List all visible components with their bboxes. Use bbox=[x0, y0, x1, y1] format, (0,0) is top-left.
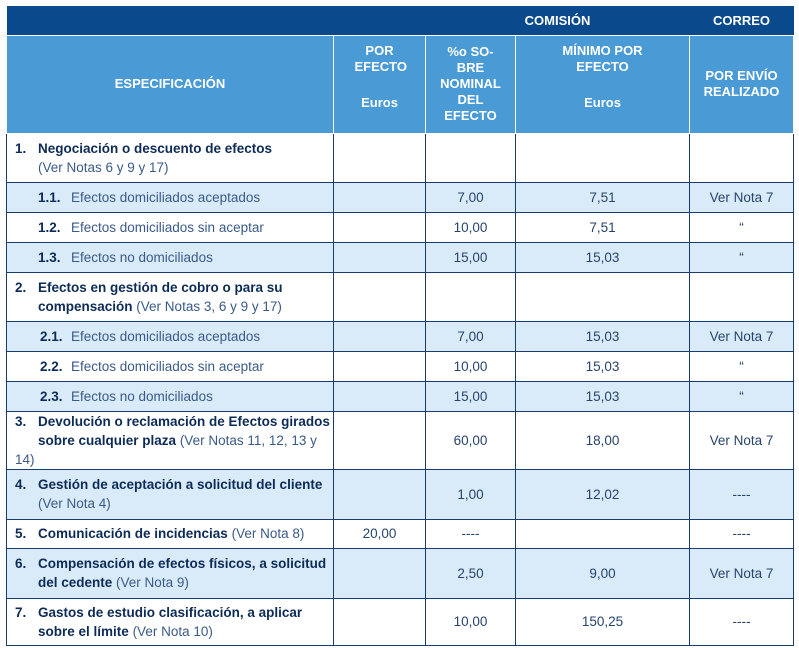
row-title: Efectos domiciliados sin aceptar bbox=[71, 219, 264, 235]
row-number: 7. bbox=[15, 604, 27, 620]
row-note: (Ver Notas 6 y 9 y 17) bbox=[38, 159, 169, 175]
cell-minimo bbox=[516, 272, 690, 321]
header-por-envio bbox=[690, 35, 794, 133]
row-number: 2.2. bbox=[40, 358, 63, 374]
row-title: Gestión de aceptación a solicitud del cliente bbox=[38, 477, 323, 492]
header-por-efecto-label: POR EFECTO bbox=[354, 42, 407, 74]
table-row bbox=[7, 133, 794, 182]
row-title: Efectos domiciliados aceptados bbox=[71, 189, 261, 205]
table-row bbox=[7, 469, 794, 519]
cell-correo bbox=[690, 272, 794, 321]
row-title-line1: Compensación de efectos físicos, a solicitud bbox=[38, 556, 327, 571]
table-row bbox=[7, 381, 794, 411]
row-title: Efectos domiciliados aceptados bbox=[71, 328, 261, 344]
cell-minimo: 15,03 bbox=[516, 351, 690, 381]
spec-cell bbox=[7, 519, 334, 548]
spec-cell bbox=[7, 212, 334, 242]
header-minimo-label: MÍNIMO POR EFECTO bbox=[562, 42, 643, 74]
row-number: 1.1. bbox=[38, 189, 61, 205]
spec-cell bbox=[7, 381, 334, 411]
cell-correo: “ bbox=[690, 381, 794, 411]
table-row bbox=[7, 411, 794, 469]
spec-cell bbox=[7, 548, 334, 598]
spec-cell bbox=[7, 242, 334, 272]
cell-correo: “ bbox=[690, 351, 794, 381]
table-row bbox=[7, 242, 794, 272]
row-note: (Ver Nota 4) bbox=[38, 496, 111, 511]
row-note: (Ver Nota 10) bbox=[132, 623, 213, 639]
header-por-efecto-unit: Euros bbox=[361, 94, 398, 110]
cell-pct bbox=[426, 133, 516, 182]
cell-correo: “ bbox=[690, 242, 794, 272]
row-number: 1. bbox=[15, 140, 27, 156]
row-number: 6. bbox=[15, 556, 27, 571]
cell-pct bbox=[426, 272, 516, 321]
spec-cell bbox=[7, 469, 334, 519]
cell-pct: 60,00 bbox=[426, 411, 516, 469]
row-number: 5. bbox=[15, 526, 27, 541]
cell-por-efecto bbox=[334, 598, 426, 645]
spec-cell bbox=[7, 182, 334, 212]
row-title-line1: Devolución o reclamación de Efectos girados bbox=[38, 413, 330, 429]
cell-por-efecto: 20,00 bbox=[334, 519, 426, 548]
table-row bbox=[7, 351, 794, 381]
cell-pct: 15,00 bbox=[426, 381, 516, 411]
row-note: (Ver Notas 3, 6 y 9 y 17) bbox=[136, 298, 282, 314]
table-row bbox=[7, 321, 794, 351]
cell-pct: 1,00 bbox=[426, 469, 516, 519]
table-row bbox=[7, 182, 794, 212]
table-row bbox=[7, 598, 794, 645]
cell-minimo: 7,51 bbox=[516, 182, 690, 212]
table-row bbox=[7, 212, 794, 242]
cell-correo: “ bbox=[690, 212, 794, 242]
row-title: Efectos domiciliados sin aceptar bbox=[71, 358, 264, 374]
table-row bbox=[7, 519, 794, 548]
spec-cell bbox=[7, 133, 334, 182]
row-title-line1: Efectos en gestión de cobro o para su bbox=[38, 279, 283, 295]
cell-minimo: 18,00 bbox=[516, 411, 690, 469]
cell-minimo: 15,03 bbox=[516, 381, 690, 411]
cell-por-efecto bbox=[334, 469, 426, 519]
cell-por-efecto bbox=[334, 242, 426, 272]
cell-correo: ---- bbox=[690, 469, 794, 519]
cell-por-efecto bbox=[334, 212, 426, 242]
cell-pct: 10,00 bbox=[426, 351, 516, 381]
header-minimo-unit: Euros bbox=[584, 94, 621, 110]
cell-minimo bbox=[516, 133, 690, 182]
row-title: Comunicación de incidencias bbox=[38, 526, 228, 541]
row-title-line2: sobre cualquier plaza bbox=[38, 432, 177, 448]
cell-pct: 15,00 bbox=[426, 242, 516, 272]
row-title-line2: del cedente bbox=[38, 575, 113, 590]
cell-minimo: 9,00 bbox=[516, 548, 690, 598]
row-note: (Ver Nota 9) bbox=[116, 575, 189, 590]
row-number: 2. bbox=[15, 279, 27, 295]
cell-por-efecto bbox=[334, 182, 426, 212]
cell-por-efecto bbox=[334, 351, 426, 381]
row-note: (Ver Nota 8) bbox=[231, 526, 305, 541]
header-pct-label: %o SO-BRE NOMINAL DEL EFECTO bbox=[440, 44, 501, 123]
cell-por-efecto bbox=[334, 321, 426, 351]
table-row bbox=[7, 548, 794, 598]
cell-minimo bbox=[516, 519, 690, 548]
row-number: 1.2. bbox=[38, 219, 61, 235]
cell-por-efecto bbox=[334, 272, 426, 321]
row-title-line1: Gastos de estudio clasificación, a aplicar bbox=[38, 604, 303, 620]
row-note: (Ver Notas 11, 12, 13 y 14) bbox=[15, 432, 317, 467]
cell-pct: 7,00 bbox=[426, 182, 516, 212]
cell-minimo: 15,03 bbox=[516, 242, 690, 272]
row-number: 3. bbox=[15, 413, 27, 429]
header-blank-2 bbox=[334, 6, 426, 35]
cell-minimo: 15,03 bbox=[516, 321, 690, 351]
row-title-line2: compensación bbox=[38, 298, 133, 314]
header-correo: CORREO bbox=[690, 6, 794, 35]
spec-cell bbox=[7, 411, 334, 469]
cell-correo: ---- bbox=[690, 598, 794, 645]
row-number: 1.3. bbox=[38, 249, 61, 265]
header-blank bbox=[7, 6, 334, 35]
cell-pct: 10,00 bbox=[426, 598, 516, 645]
cell-por-efecto bbox=[334, 381, 426, 411]
cell-por-efecto bbox=[334, 548, 426, 598]
cell-por-efecto bbox=[334, 133, 426, 182]
row-title: Efectos no domiciliados bbox=[71, 388, 213, 404]
spec-cell bbox=[7, 598, 334, 645]
cell-minimo: 12,02 bbox=[516, 469, 690, 519]
cell-minimo: 150,25 bbox=[516, 598, 690, 645]
row-title: Efectos no domiciliados bbox=[71, 249, 213, 265]
header-especificacion: ESPECIFICACIÓN bbox=[7, 35, 334, 133]
row-number: 2.1. bbox=[40, 328, 63, 344]
header-comision: COMISIÓN bbox=[426, 6, 690, 35]
cell-pct: 7,00 bbox=[426, 321, 516, 351]
cell-pct: 2,50 bbox=[426, 548, 516, 598]
cell-por-efecto bbox=[334, 411, 426, 469]
cell-correo: Ver Nota 7 bbox=[690, 182, 794, 212]
spec-cell bbox=[7, 321, 334, 351]
cell-correo: Ver Nota 7 bbox=[690, 411, 794, 469]
spec-cell bbox=[7, 272, 334, 321]
row-number: 2.3. bbox=[40, 388, 63, 404]
cell-correo: ---- bbox=[690, 519, 794, 548]
header-por-efecto bbox=[334, 35, 426, 133]
row-title: Negociación o descuento de efectos bbox=[38, 140, 273, 156]
commission-table bbox=[6, 6, 794, 646]
header-pct bbox=[426, 35, 516, 133]
cell-correo bbox=[690, 133, 794, 182]
table-row bbox=[7, 272, 794, 321]
header-por-envio-label: POR ENVÍO REALIZADO bbox=[703, 68, 780, 99]
spec-cell bbox=[7, 351, 334, 381]
cell-minimo: 7,51 bbox=[516, 212, 690, 242]
cell-pct: 10,00 bbox=[426, 212, 516, 242]
cell-correo: Ver Nota 7 bbox=[690, 548, 794, 598]
row-title-line2: sobre el límite bbox=[38, 623, 129, 639]
cell-correo: Ver Nota 7 bbox=[690, 321, 794, 351]
header-minimo bbox=[516, 35, 690, 133]
row-number: 4. bbox=[15, 477, 27, 492]
cell-pct: ---- bbox=[426, 519, 516, 548]
